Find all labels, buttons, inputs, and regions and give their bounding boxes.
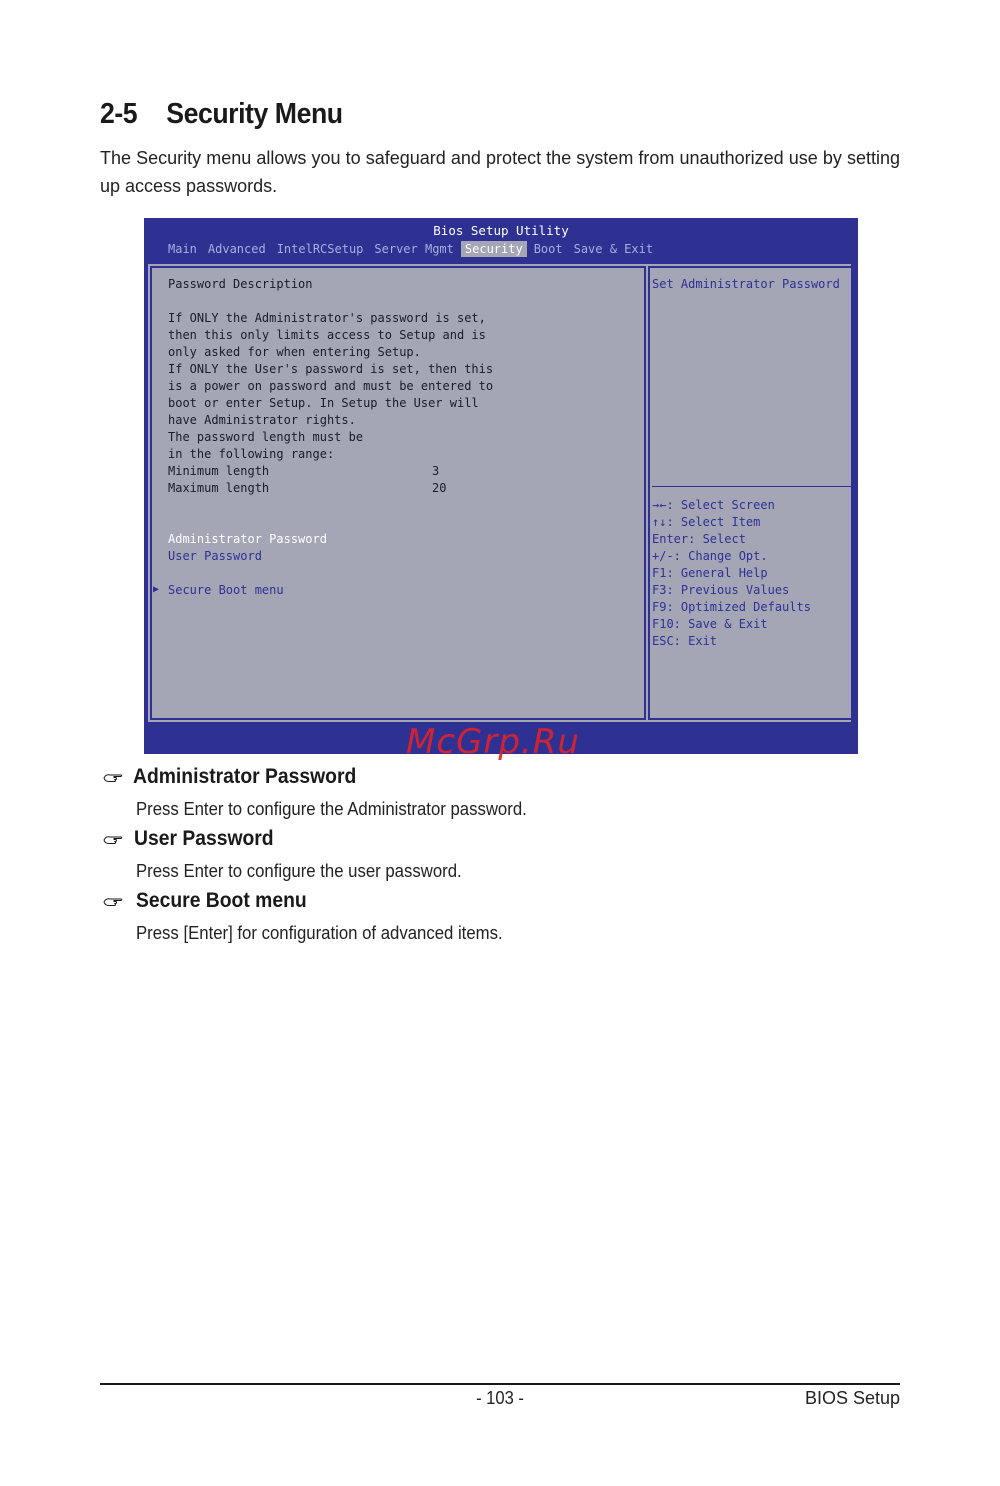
- description-line: boot or enter Setup. In Setup the User will: [168, 396, 479, 410]
- option-title-user-password: User Password: [134, 827, 274, 850]
- user-password-item[interactable]: User Password: [168, 549, 262, 563]
- submenu-arrow-icon: ▶: [153, 584, 160, 595]
- footer-label: BIOS Setup: [804, 1388, 900, 1408]
- description-line: in the following range:: [168, 447, 335, 461]
- intro-paragraph: The Security menu allows you to safeguard and protect the system from unauthorized use by setting up access passwords.: [100, 148, 900, 196]
- key-hint: Enter: Select: [652, 532, 746, 546]
- option-desc-admin-password: Press Enter to configure the Administrator password.: [136, 799, 527, 819]
- bios-main-panel: [147, 263, 852, 723]
- key-hint: ↑↓: Select Item: [652, 515, 761, 529]
- tab-advanced[interactable]: Advanced: [207, 242, 266, 256]
- min-length-value: 3: [432, 464, 440, 478]
- bios-settings-pane: [150, 266, 646, 720]
- help-divider: [652, 486, 851, 487]
- bios-help-pane: [648, 266, 853, 720]
- description-line: If ONLY the User's password is set, then this: [168, 362, 494, 376]
- tab-security[interactable]: Security: [461, 241, 527, 257]
- section-heading: [100, 98, 343, 131]
- secure-boot-menu-item[interactable]: Secure Boot menu: [168, 583, 284, 597]
- description-line: then this only limits access to Setup and is: [168, 328, 486, 342]
- footer-rule: [100, 1383, 900, 1385]
- key-hint: F10: Save & Exit: [652, 617, 768, 631]
- section-number: 2-5: [100, 98, 138, 130]
- key-hint: F3: Previous Values: [652, 583, 790, 597]
- page-number: - 103 -: [476, 1388, 524, 1408]
- tab-server-mgmt[interactable]: Server Mgmt: [374, 242, 454, 256]
- help-text: Set Administrator Password: [652, 277, 840, 291]
- tab-intelrcsetup[interactable]: IntelRCSetup: [276, 242, 364, 256]
- section-title: Security Menu: [166, 98, 343, 130]
- description-line: have Administrator rights.: [168, 413, 356, 427]
- max-length-label: Maximum length: [168, 481, 270, 495]
- pointing-hand-icon: [103, 773, 123, 783]
- tab-main[interactable]: Main: [168, 242, 197, 256]
- key-hint: +/-: Change Opt.: [652, 549, 768, 563]
- admin-password-item[interactable]: Administrator Password: [168, 532, 327, 546]
- bios-title: Bios Setup Utility: [433, 223, 569, 238]
- description-line: only asked for when entering Setup.: [168, 345, 421, 359]
- description-line: Password Description: [168, 277, 313, 291]
- description-line: The password length must be: [168, 430, 364, 444]
- tab-boot[interactable]: Boot: [533, 242, 563, 256]
- watermark: McGrp.Ru: [406, 722, 580, 762]
- key-hint: →←: Select Screen: [652, 498, 775, 512]
- option-title-admin-password: Administrator Password: [133, 765, 357, 788]
- max-length-value: 20: [432, 481, 447, 495]
- key-hint: ESC: Exit: [652, 634, 718, 648]
- key-hint: F9: Optimized Defaults: [652, 600, 811, 614]
- tab-save-exit[interactable]: Save & Exit: [573, 242, 654, 256]
- pointing-hand-icon: [103, 897, 123, 907]
- bios-tab-bar: [164, 241, 660, 257]
- key-hint: F1: General Help: [652, 566, 768, 580]
- option-title-secure-boot: Secure Boot menu: [136, 889, 307, 912]
- bios-screenshot: [144, 218, 858, 754]
- pointing-hand-icon: [103, 835, 123, 845]
- description-line: If ONLY the Administrator's password is set,: [168, 311, 486, 325]
- min-length-label: Minimum length: [168, 464, 270, 478]
- option-desc-user-password: Press Enter to configure the user password.: [136, 861, 462, 881]
- option-desc-secure-boot: Press [Enter] for configuration of advanced items.: [136, 923, 503, 943]
- description-line: is a power on password and must be entered to: [168, 379, 494, 393]
